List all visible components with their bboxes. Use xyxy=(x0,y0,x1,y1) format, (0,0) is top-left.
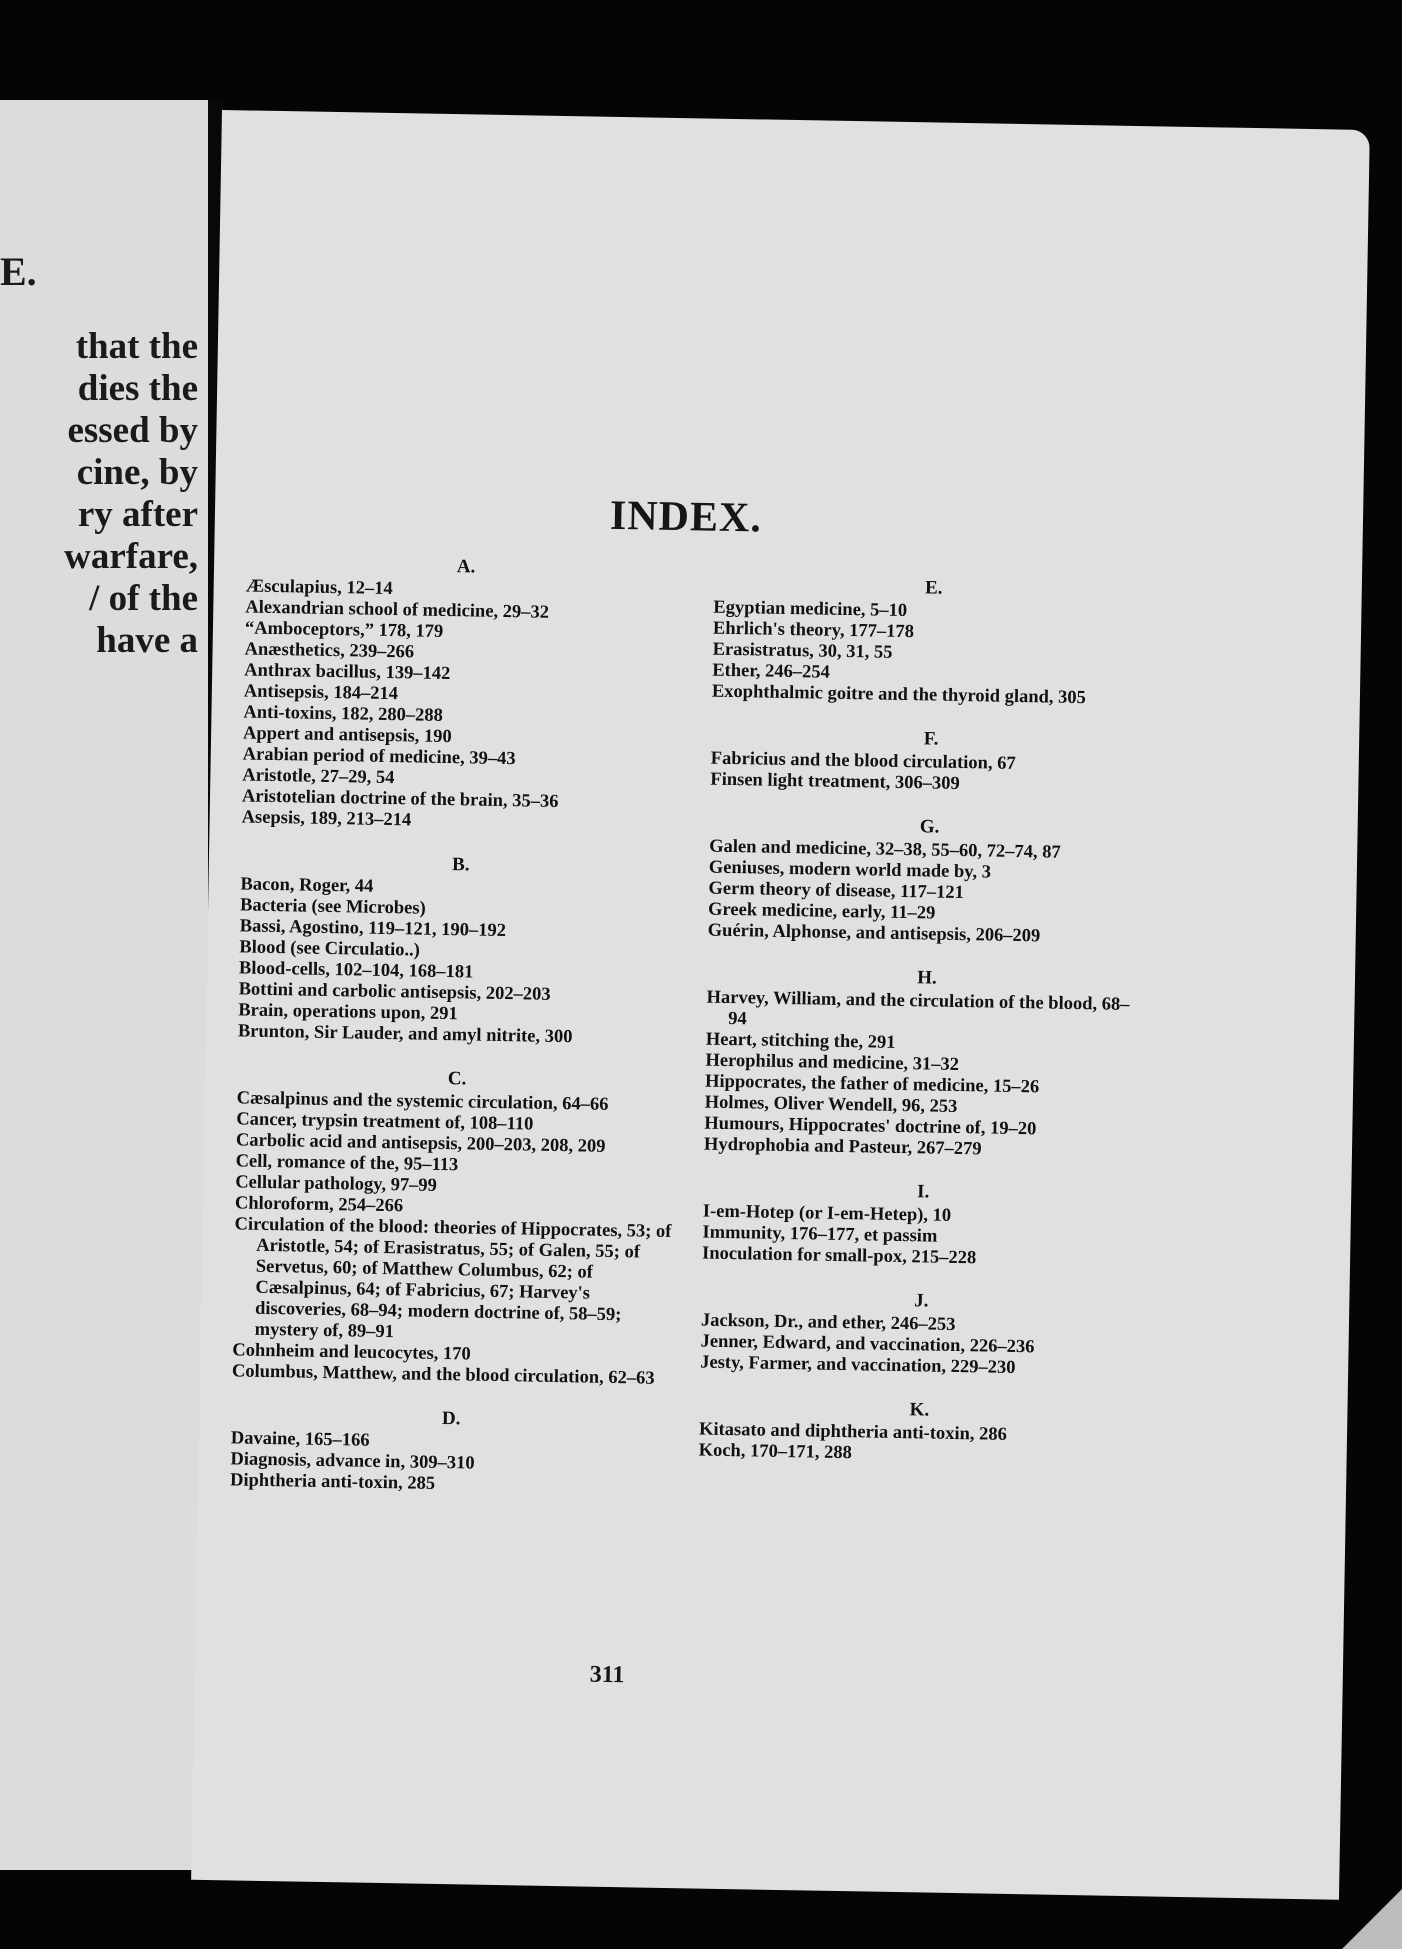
section-letter: H. xyxy=(917,967,937,989)
index-entry: Bottini and carbolic antisepsis, 202–203 xyxy=(238,979,551,1005)
index-section xyxy=(230,1404,671,1499)
index-entry: Erasistratus, 30, 31, 55 xyxy=(712,639,893,663)
index-section xyxy=(704,964,1147,1164)
left-page-heading: E. xyxy=(0,249,37,294)
index-entry: Fabricius and the blood circulation, 67 xyxy=(710,748,1016,774)
index-entry: Anthrax bacillus, 139–142 xyxy=(244,660,451,685)
index-entry: Anti-toxins, 182, 280–288 xyxy=(243,702,444,726)
index-entry: Cohnheim and leucocytes, 170 xyxy=(232,1340,471,1365)
index-entry: Brain, operations upon, 291 xyxy=(238,1000,458,1025)
index-entry: Arabian period of medicine, 39–43 xyxy=(242,744,516,770)
index-entry: Antisepsis, 184–214 xyxy=(243,681,399,705)
index-entry: Humours, Hippocrates' doctrine of, 19–20 xyxy=(704,1113,1037,1140)
index-entry: Hydrophobia and Pasteur, 267–279 xyxy=(703,1134,982,1160)
left-page xyxy=(0,100,208,1870)
section-letter: A. xyxy=(456,556,476,578)
index-entry: Brunton, Sir Lauder, and amyl nitrite, 300 xyxy=(237,1021,573,1048)
section-letter: B. xyxy=(451,854,470,876)
index-column-right xyxy=(698,574,1154,1492)
index-entry: Aristotle, 27–29, 54 xyxy=(242,765,395,789)
index-entry: Ehrlich's theory, 177–178 xyxy=(712,618,915,643)
index-entry: Chloroform, 254–266 xyxy=(234,1193,404,1217)
index-page xyxy=(191,110,1370,1900)
index-entry: Bacon, Roger, 44 xyxy=(240,874,374,897)
index-entry: Immunity, 176–177, et passim xyxy=(702,1222,938,1247)
index-entry: Germ theory of disease, 117–121 xyxy=(708,878,964,904)
index-entry: Kitasato and diphtheria anti-toxin, 286 xyxy=(698,1419,1008,1445)
left-page-text-line: that the xyxy=(75,326,198,367)
left-page-text-line: dies the xyxy=(77,368,198,409)
section-letter: C. xyxy=(447,1068,467,1090)
index-entry: Cell, romance of the, 95–113 xyxy=(235,1151,459,1176)
index-entry: Ether, 246–254 xyxy=(712,660,830,683)
index-section xyxy=(698,1396,1139,1470)
left-page-text-line: have a xyxy=(96,620,198,661)
index-entry: Diagnosis, advance in, 309–310 xyxy=(230,1449,475,1474)
index-entry: Cancer, trypsin treatment of, 108–110 xyxy=(236,1109,534,1135)
index-entry: Galen and medicine, 32–38, 55–60, 72–74, 87 xyxy=(709,836,1061,863)
index-entry: Guérin, Alphonse, and antisepsis, 206–209 xyxy=(707,920,1041,947)
index-entry: Hippocrates, the father of medicine, 15–26 xyxy=(704,1071,1040,1098)
index-entry: Cæsalpinus and the systemic circulation, 64–66 xyxy=(236,1088,609,1115)
index-entry: Jesty, Farmer, and vaccination, 229–230 xyxy=(700,1352,1016,1379)
index-entry: Jackson, Dr., and ether, 246–253 xyxy=(700,1310,956,1335)
index-section xyxy=(241,552,686,836)
index-entry: Anæsthetics, 239–266 xyxy=(244,639,415,663)
index-entry: Diphtheria anti-toxin, 285 xyxy=(229,1470,436,1494)
left-page-text-line: essed by xyxy=(67,410,198,451)
index-entry: Bacteria (see Microbes) xyxy=(239,895,426,919)
left-page-text-line: / of the xyxy=(89,578,198,619)
index-section xyxy=(710,725,1151,799)
index-entry: Columbus, Matthew, and the blood circulation, 62–63 xyxy=(231,1361,655,1389)
index-section xyxy=(700,1287,1141,1382)
index-entry: Exophthalmic goitre and the thyroid gland, 305 xyxy=(711,681,1087,709)
index-entry: Aristotelian doctrine of the brain, 35–36 xyxy=(241,786,559,812)
index-entry: Cellular pathology, 97–99 xyxy=(235,1172,438,1196)
index-section xyxy=(708,813,1150,950)
index-entry: Blood-cells, 102–104, 168–181 xyxy=(238,958,474,983)
section-letter: I. xyxy=(916,1181,930,1203)
section-letter: E. xyxy=(924,577,943,599)
section-letter: F. xyxy=(923,728,939,750)
index-section xyxy=(712,574,1154,711)
index-entry: Bassi, Agostino, 119–121, 190–192 xyxy=(239,916,507,942)
index-entry: Alexandrian school of medicine, 29–32 xyxy=(245,597,550,623)
index-entry: I-em-Hotep (or I-em-Hetep), 10 xyxy=(702,1201,952,1226)
index-entry: Geniuses, modern world made by, 3 xyxy=(708,857,992,883)
index-entry: Circulation of the blood: theories of Hippocrates, 53; of Aristotle, 54; of Erasistratus, 55; of Galen, 55; of Servetus, 60; of Matthew Columbus, 62; of Cæsalpinus, 64; of Fabricius, 67; Harvey's discoveries, 68–94; modern doctrine of, 58–59; mystery of, 89–91 xyxy=(234,1214,672,1343)
index-entry: Finsen light treatment, 306–309 xyxy=(710,769,960,794)
index-entry: Greek medicine, early, 11–29 xyxy=(707,899,936,924)
index-section xyxy=(232,1064,677,1390)
left-page-text-line: warfare, xyxy=(64,536,198,577)
section-letter: D. xyxy=(441,1408,461,1430)
index-entry: Herophilus and medicine, 31–32 xyxy=(705,1050,960,1076)
index-column-left xyxy=(230,552,687,1521)
page-corner-icon xyxy=(1342,1859,1402,1949)
index-entry: Davaine, 165–166 xyxy=(230,1428,370,1451)
index-entry: Asepsis, 189, 213–214 xyxy=(241,807,412,831)
index-entry: Inoculation for small-pox, 215–228 xyxy=(701,1243,977,1269)
section-letter: G. xyxy=(919,816,940,838)
index-entry: Æsculapius, 12–14 xyxy=(245,576,393,600)
index-entry: Harvey, William, and the circulation of the blood, 68–94 xyxy=(706,987,1130,1030)
section-letter: K. xyxy=(909,1399,930,1421)
section-letter: J. xyxy=(914,1290,929,1312)
index-entry: “Amboceptors,” 178, 179 xyxy=(244,618,444,642)
left-page-text-line: ry after xyxy=(77,494,198,535)
index-entry: Koch, 170–171, 288 xyxy=(698,1440,852,1464)
index-section xyxy=(702,1178,1143,1273)
index-entry: Heart, stitching the, 291 xyxy=(705,1029,896,1053)
index-section xyxy=(238,850,681,1050)
index-entry: Holmes, Oliver Wendell, 96, 253 xyxy=(704,1092,958,1117)
index-entry: Carbolic acid and antisepsis, 200–203, 208, 209 xyxy=(235,1130,606,1157)
index-entry: Blood (see Circulatio..) xyxy=(239,937,421,961)
index-entry: Appert and antisepsis, 190 xyxy=(242,723,452,748)
left-page-text-line: cine, by xyxy=(76,452,198,493)
page-number: 311 xyxy=(589,1661,625,1689)
index-entry: Jenner, Edward, and vaccination, 226–236 xyxy=(700,1331,1035,1358)
page-title: INDEX. xyxy=(609,492,763,542)
index-entry: Egyptian medicine, 5–10 xyxy=(713,597,908,622)
